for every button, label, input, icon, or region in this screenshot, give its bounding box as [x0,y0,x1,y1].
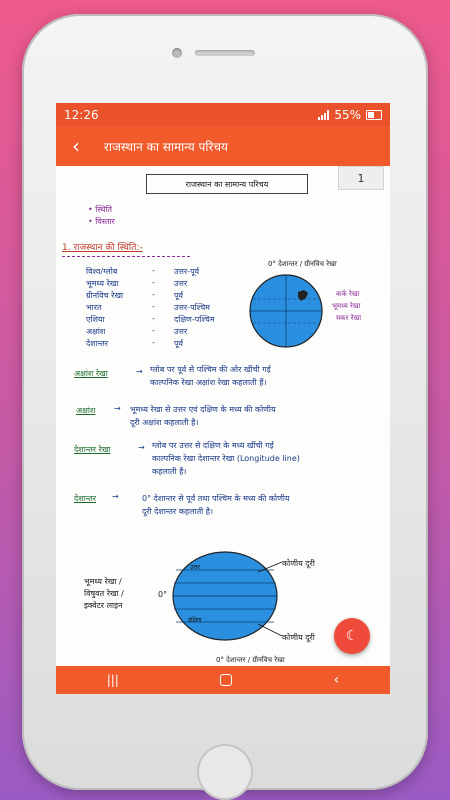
table-row: भूमध्य रेखा [86,279,119,288]
def3-line1: ग्लोब पर उत्तर से दक्षिण के मध्य खींची गई [152,441,274,450]
recent-apps-icon[interactable]: ||| [106,673,119,687]
nav-back-icon[interactable]: ‹ [333,672,340,688]
table-row: अक्षांश [86,327,106,336]
home-icon[interactable] [220,674,232,686]
system-nav-bar [56,666,390,694]
globe-label-capricorn: मकर रेखा [336,314,362,322]
screen [56,103,390,694]
table-row: एशिया [86,315,105,324]
page-title: राजस्थान का सामान्य परिचय [104,139,228,154]
diagram-north-label: उत्तर [190,564,200,571]
bullet-1: स्थिति [95,205,113,214]
diagram-zero-label: 0° [158,590,168,599]
diagram-south-label: दक्षिण [188,617,202,624]
status-time: 12:26 [64,107,99,122]
diagram-left-label-3: इक्वेटर लाइन [84,601,123,610]
heading-underline [62,256,190,257]
def4-line2: दूरी देशान्तर कहलाती है। [142,507,214,516]
home-button[interactable] [197,744,253,800]
app-bar [56,126,390,166]
status-icons [318,108,382,122]
def3-line3: कहलाती हैं। [152,467,187,476]
moon-icon[interactable]: ☾ [334,618,370,654]
def4-term: देशान्तर [74,494,97,503]
globe-label-cancer: कर्क रेखा [336,290,360,298]
note-page[interactable]: 1 राजस्थान का सामान्य परिचय • स्थिति • विस्तार 1. राजस्थान की स्थिति:- विश्व/ग्लोब - उत्तर-पूर्व भूमध्य रेखा - उत्तर ग्रीनविच रेखा - पूर्व भारत - उत्तर-पश्चिम एशिया - दक्षिण-पश्चिम अक्षांश - उत्तर देशान्तर - पूर्व 0° देशान्तर / ग्रीनविच रेखा कर्क रेखा भूमध्य रेखा मकर रेखा अक्षांश रेखा → ग्लोब पर पूर्व से पश्चिम की ओर खींची गई काल्पनिक रेखा अक्षांश रेखा कहलाती हैं। अक्षांश → भूमध्य रेखा से उत्तर एवं दक्षिण के मध्य की कोणीय दूरी अक्षांश कहलाती है। देशान्तर रेखा → ग्लोब पर उत्तर से दक्षिण के मध्य खींची गई काल्पनिक रेखा देशान्तर रेखा (Longitude line) कहलाती हैं। देशान्तर → 0° देशान्तर से पूर्व तथा पश्चिम के मध्य की कोणीय दूरी देशान्तर कहलाती है। भूमध्य रेखा / विषुवत रेखा / इक्वेटर लाइन 0° उत्तर दक्षिण कोणीय दूरी कोणीय दूरी 0° देशान्तर / ग्रीनविच रेखा [56,166,390,666]
battery-percent: 55% [334,107,361,122]
bottom-cut-label: 0° देशान्तर / ग्रीनविच रेखा [216,656,285,664]
battery-icon [366,110,382,120]
table-row: भारत [86,303,102,312]
section-heading: 1. राजस्थान की स्थिति:- [62,243,143,253]
speaker [195,50,255,56]
status-bar [56,103,390,126]
def3-term: देशान्तर रेखा [74,445,111,454]
table-row: ग्रीनविच रेखा [86,291,124,300]
def2-term: अक्षांश [76,406,96,415]
diagram-right-top-label: कोणीय दूरी [282,559,315,568]
def2-line2: दूरी अक्षांश कहलाती है। [130,418,199,427]
def1-line1: ग्लोब पर पूर्व से पश्चिम की ओर खींची गई [150,365,271,374]
def1-line2: काल्पनिक रेखा अक्षांश रेखा कहलाती हैं। [150,378,267,387]
globe-top-label: 0° देशान्तर / ग्रीनविच रेखा [268,260,337,268]
diagram-left-label-2: विषुवत रेखा / [84,589,124,598]
table-row: विश्व/ग्लोब [86,267,118,276]
globe-diagram [246,271,326,351]
def2-line1: भूमध्य रेखा से उत्तर एवं दक्षिण के मध्य की कोणीय [130,405,276,414]
def3-line2: काल्पनिक रेखा देशान्तर रेखा (Longitude line) [152,454,300,463]
bullet-2: विस्तार [95,217,115,226]
def1-term: अक्षांश रेखा [74,369,108,378]
signal-icon [318,110,329,120]
note-title-box: राजस्थान का सामान्य परिचय [146,174,308,194]
front-camera [172,48,182,58]
globe-label-equator: भूमध्य रेखा [332,302,361,310]
page-number-badge: 1 [338,166,384,190]
diagram-right-bottom-label: कोणीय दूरी [282,633,315,642]
def4-line1: 0° देशान्तर से पूर्व तथा पश्चिम के मध्य की कोणीय [142,494,290,503]
table-row: देशान्तर [86,339,109,348]
diagram-left-label-1: भूमध्य रेखा / [84,577,122,586]
arrow-left-icon[interactable]: ‹ [72,134,80,158]
